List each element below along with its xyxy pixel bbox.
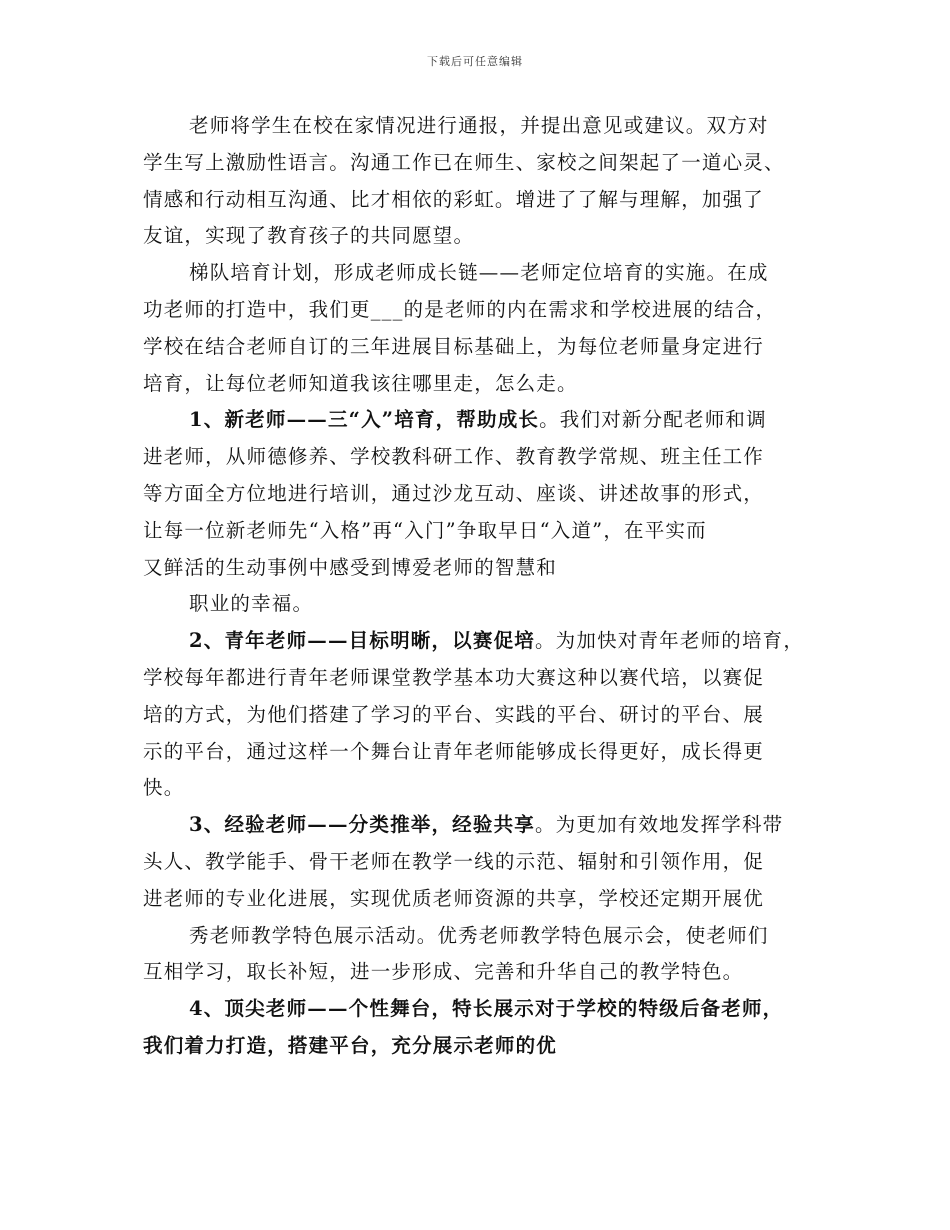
section-3-heading-line: 3、经验老师——分类推举，经验共享。为更加有效地发挥学科带 (189, 813, 784, 837)
paragraph-line: 友谊，实现了教育孩子的共同愿望。 (143, 224, 475, 248)
page-header: 下载后可任意编辑 (427, 55, 523, 68)
paragraph-line: 学校在结合老师自订的三年进展目标基础上，为每位老师量身定进行 (143, 334, 765, 358)
paragraph-line: 让每一位新老师先“入格”再“入门”争取早日“入道”，在平实而 (143, 518, 707, 542)
paragraph-line: 快。 (143, 776, 185, 800)
section-4-heading-line: 4、顶尖老师——个性舞台，特长展示对于学校的特级后备老师， (189, 997, 784, 1021)
paragraph-line: 头人、教学能手、骨干老师在教学一线的示范、辐射和引领作用，促 (143, 849, 765, 873)
paragraph-line: 培育，让每位老师知道我该往哪里走，怎么走。 (143, 371, 578, 395)
paragraph-line: 进老师的专业化进展，实现优质老师资源的共享，学校还定期开展优 (143, 886, 765, 910)
paragraph-line: 培的方式，为他们搭建了学习的平台、实践的平台、研讨的平台、展 (143, 702, 765, 726)
paragraph-line: 等方面全方位地进行培训，通过沙龙互动、座谈、讲述故事的形式， (143, 481, 765, 505)
paragraph-line: 梯队培育计划，形成老师成长链——老师定位培育的实施。在成 (189, 261, 769, 285)
document-body (143, 108, 823, 1065)
paragraph-line: 学生写上激励性语言。沟通工作已在师生、家校之间架起了一道心灵、 (143, 150, 785, 174)
section-4-heading-line: 我们着力打造，搭建平台，充分展示老师的优 (143, 1033, 558, 1057)
paragraph-line: 秀老师教学特色展示活动。优秀老师教学特色展示会，使老师们 (189, 923, 769, 947)
paragraph-line: 职业的幸福。 (189, 592, 314, 616)
paragraph-line: 示的平台，通过这样一个舞台让青年老师能够成长得更好，成长得更 (143, 739, 765, 763)
paragraph-line: 功老师的打造中，我们更___的是老师的内在需求和学校进展的结合， (143, 297, 777, 321)
paragraph-line: 情感和行动相互沟通、比才相依的彩虹。增进了了解与理解，加强了 (143, 187, 765, 211)
section-2-heading-line: 2、青年老师——目标明晰，以赛促培。为加快对青年老师的培育， (189, 629, 805, 653)
section-1-heading-line: 1、新老师——三“入”培育，帮助成长。我们对新分配老师和调 (189, 408, 767, 432)
paragraph-line: 学校每年都进行青年老师课堂教学基本功大赛这种以赛代培，以赛促 (143, 665, 765, 689)
paragraph-line: 老师将学生在校在家情况进行通报，并提出意见或建议。双方对 (189, 114, 769, 137)
paragraph-line: 进老师，从师德修养、学校教科研工作、教育教学常规、班主任工作 (143, 445, 765, 469)
paragraph-line: 又鲜活的生动事例中感受到博爱老师的智慧和 (143, 555, 558, 579)
paragraph-line: 互相学习，取长补短，进一步形成、完善和升华自己的教学特色。 (143, 960, 744, 984)
